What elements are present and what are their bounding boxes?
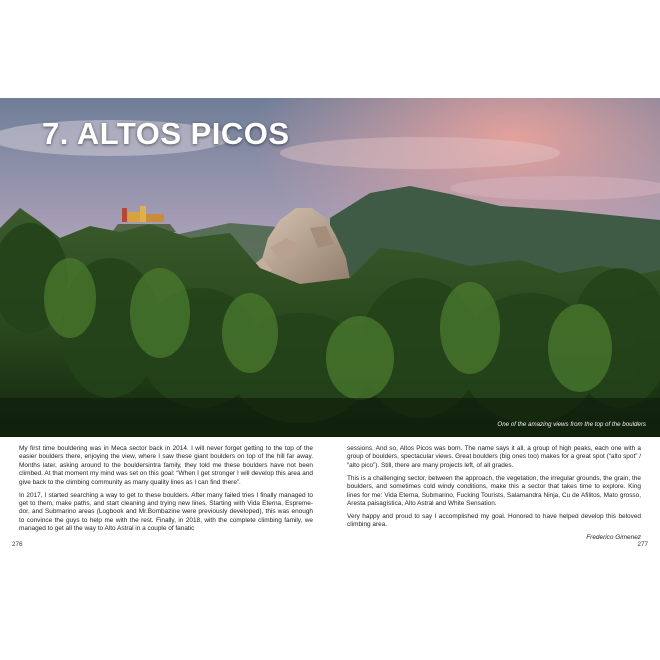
paragraph: Very happy and proud to say I accomplished my goal. Honored to have helped develop this beloved climbing area.: [347, 512, 641, 529]
chapter-title: 7. ALTOS PICOS: [42, 116, 290, 151]
photo-caption: One of the amazing views from the top of the boulders: [497, 421, 646, 428]
author-signature: Frederico Gimenez: [586, 534, 641, 542]
paragraph: In 2017, I started searching a way to get to these boulders. After many failed tries I finally managed to get to them, make paths, and start cleaning and trying new lines. Starting with Vida Eterna, Espreme-dor, and Submarino areas (Logbook and Mr.Bombazine were previously developed), this was enough to convince the guys to help me with the rest. Finally, in 2018, with the complete climbing family, we managed to get all the way to Alto Astral in a couple of fanatic: [19, 491, 313, 533]
paragraph: My first time bouldering was in Meca sector back in 2014. I will never forget getting to the top of the easier boulders there, enjoying the view, where I saw these giant boulders on top of the hill far away. Months later, asking around to the bouldersintra family, they told me these boulders have not been climbed. At that moment my mind was set on this goal: “When I get stronger I will develop this area and give back to the climbing community as many quality lines as I can find there”.: [19, 445, 313, 486]
paragraph: This is a challenging sector, between the approach, the vegetation, the irregular grounds, the grain, the boulders, and sometimes cold windy conditions, make this a sector that takes time to explore. King lines for me: Vida Eterna, Submarino, Fucking Tourists, Salamandra Ninja, Cu de Afilitos, Mato grosso, Aresta paisagística, Alto Astral and White Sensation.: [347, 474, 641, 507]
page-number-left: 276: [12, 541, 23, 548]
left-column-text: [19, 445, 313, 538]
page-number-right: 277: [637, 541, 648, 548]
paragraph: sessions. And so, Altos Picos was born. The name says it all, a group of high peaks, each one with a group of boulders, spectacular views. Great boulders (big ones too) makes for a great spot (“alto spot” / “alto pico”). Still, there are many projects left, of all grades.: [347, 445, 641, 469]
right-column-text: [347, 445, 641, 543]
